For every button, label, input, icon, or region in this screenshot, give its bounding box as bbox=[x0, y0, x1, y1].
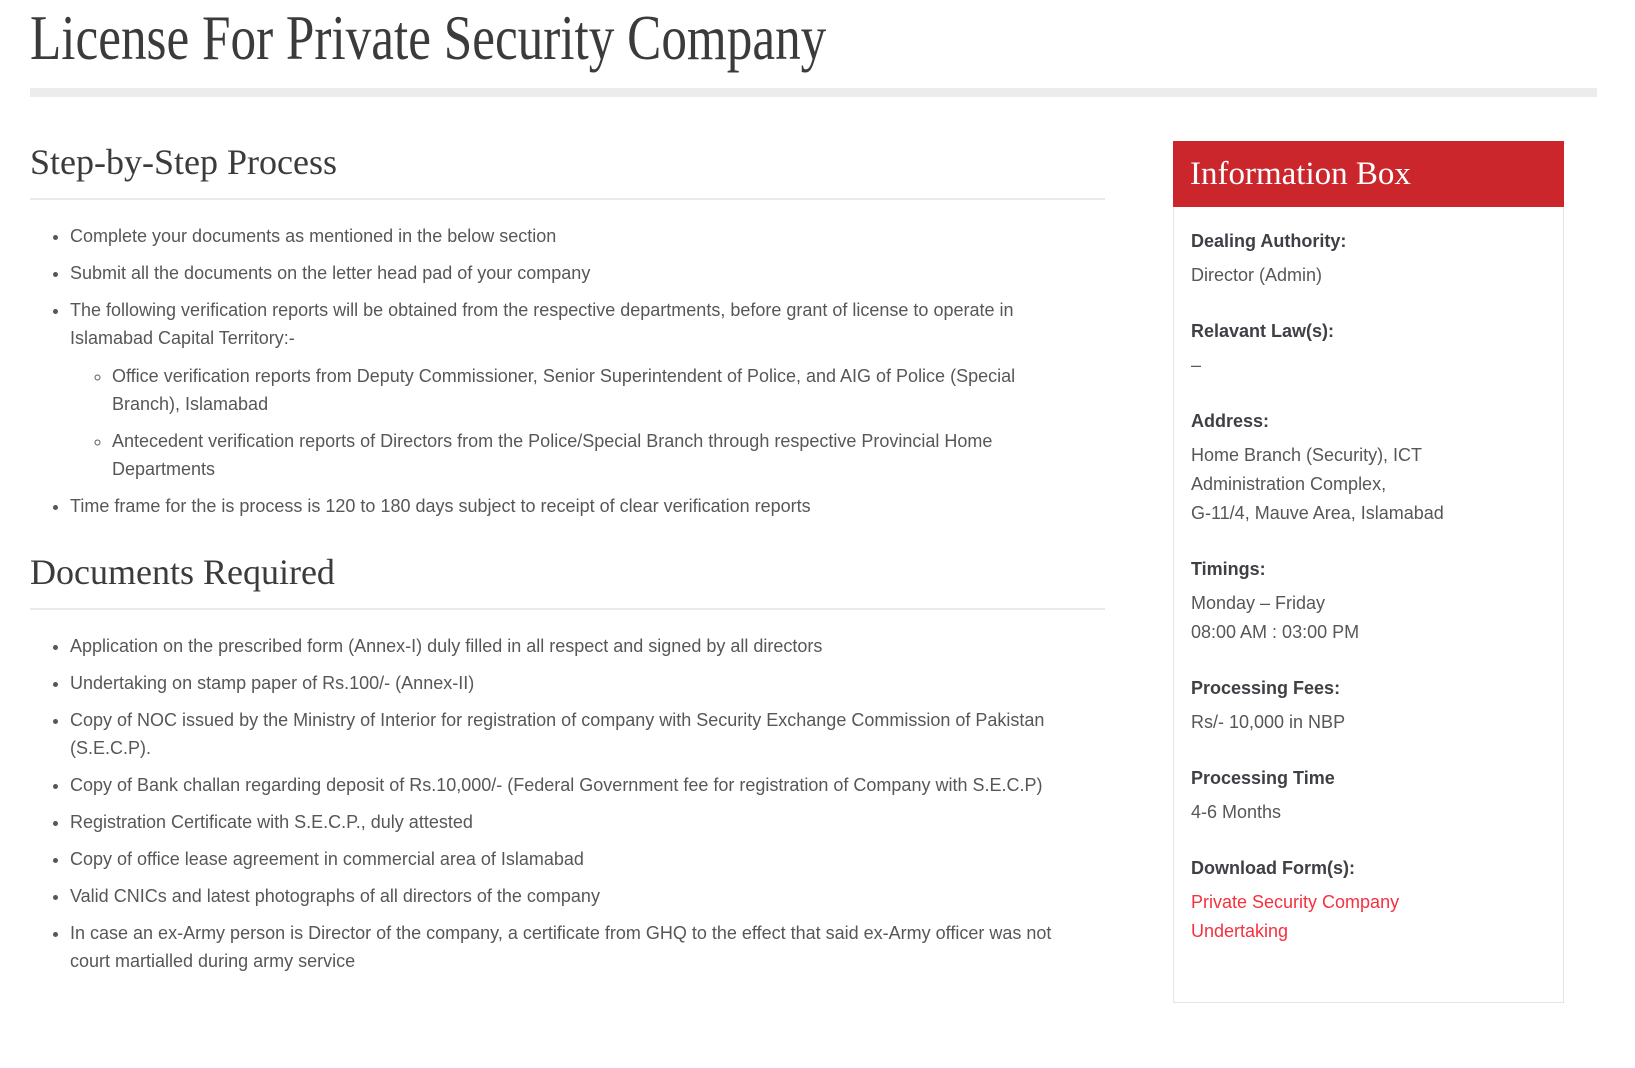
process-sublist bbox=[70, 362, 1060, 483]
info-value: 4-6 Months bbox=[1191, 802, 1282, 822]
info-group-processing-time bbox=[1191, 764, 1546, 827]
info-value: Home Branch (Security), ICT Administration Complex, G-11/4, Mauve Area, Islamabad bbox=[1191, 445, 1444, 523]
info-label: Address: bbox=[1191, 411, 1270, 431]
information-box-header: Information Box bbox=[1173, 141, 1564, 207]
list-item: • In case an ex-Army person is Director of the company, a certificate from GHQ to the effect that said ex-Army officer was not court martialled during army service bbox=[70, 919, 1060, 975]
info-value: Director (Admin) bbox=[1191, 265, 1323, 285]
information-box bbox=[1173, 141, 1564, 1003]
sub-list-item: ◦ Office verification reports from Deputy Commissioner, Senior Superintendent of Police, and AIG of Police (Special Branch), Islamabad bbox=[112, 362, 1060, 418]
documents-list bbox=[30, 632, 1105, 975]
list-item: • Time frame for the is process is 120 to 180 days subject to receipt of clear verification reports bbox=[70, 492, 1060, 520]
section-heading-documents: Documents Required bbox=[30, 552, 335, 592]
info-group-download-forms bbox=[1191, 854, 1546, 946]
info-label: Processing Time bbox=[1191, 768, 1335, 788]
list-item-text: The following verification reports will be obtained from the respective departments, before grant of license to operate in Islamabad Capital Territory:- bbox=[70, 300, 1014, 348]
list-item: • Copy of office lease agreement in commercial area of Islamabad bbox=[70, 845, 1060, 873]
sub-list-item: ◦ Antecedent verification reports of Directors from the Police/Special Branch through respective Provincial Home Departments bbox=[112, 427, 1060, 483]
title-divider bbox=[30, 88, 1597, 97]
info-label: Dealing Authority: bbox=[1191, 231, 1347, 251]
info-group-timings bbox=[1191, 555, 1546, 647]
list-item: • Application on the prescribed form (Annex-I) duly filled in all respect and signed by all directors bbox=[70, 632, 1060, 660]
info-label: Processing Fees: bbox=[1191, 678, 1341, 698]
list-item: • Registration Certificate with S.E.C.P., duly attested bbox=[70, 808, 1060, 836]
info-value: Rs/- 10,000 in NBP bbox=[1191, 712, 1346, 732]
list-item: • Copy of Bank challan regarding deposit of Rs.10,000/- (Federal Government fee for registration of Company with S.E.C.P) bbox=[70, 771, 1060, 799]
info-value: – bbox=[1191, 355, 1202, 375]
download-form-link[interactable]: Private Security Company Undertaking bbox=[1191, 892, 1400, 941]
section-divider bbox=[30, 608, 1105, 610]
list-item bbox=[70, 296, 1060, 483]
info-group-processing-fees bbox=[1191, 674, 1546, 737]
information-box-body bbox=[1173, 207, 1564, 1003]
info-label: Timings: bbox=[1191, 559, 1266, 579]
info-group-relevant-laws bbox=[1191, 317, 1546, 380]
info-value: Monday – Friday 08:00 AM : 03:00 PM bbox=[1191, 593, 1360, 642]
list-item: • Complete your documents as mentioned in the below section bbox=[70, 222, 1060, 250]
section-divider bbox=[30, 198, 1105, 200]
info-label: Relavant Law(s): bbox=[1191, 321, 1335, 341]
list-item: • Valid CNICs and latest photographs of all directors of the company bbox=[70, 882, 1060, 910]
info-group-dealing-authority bbox=[1191, 227, 1546, 290]
main-content bbox=[30, 118, 1105, 984]
info-group-address bbox=[1191, 407, 1546, 528]
list-item: • Undertaking on stamp paper of Rs.100/- (Annex-II) bbox=[70, 669, 1060, 697]
section-heading-process: Step-by-Step Process bbox=[30, 142, 337, 182]
list-item: • Submit all the documents on the letter head pad of your company bbox=[70, 259, 1060, 287]
process-list bbox=[30, 222, 1105, 520]
page-title: License For Private Security Company bbox=[30, 2, 827, 73]
info-label: Download Form(s): bbox=[1191, 858, 1355, 878]
list-item: • Copy of NOC issued by the Ministry of Interior for registration of company with Security Exchange Commission of Pakistan (S.E.C.P). bbox=[70, 706, 1060, 762]
